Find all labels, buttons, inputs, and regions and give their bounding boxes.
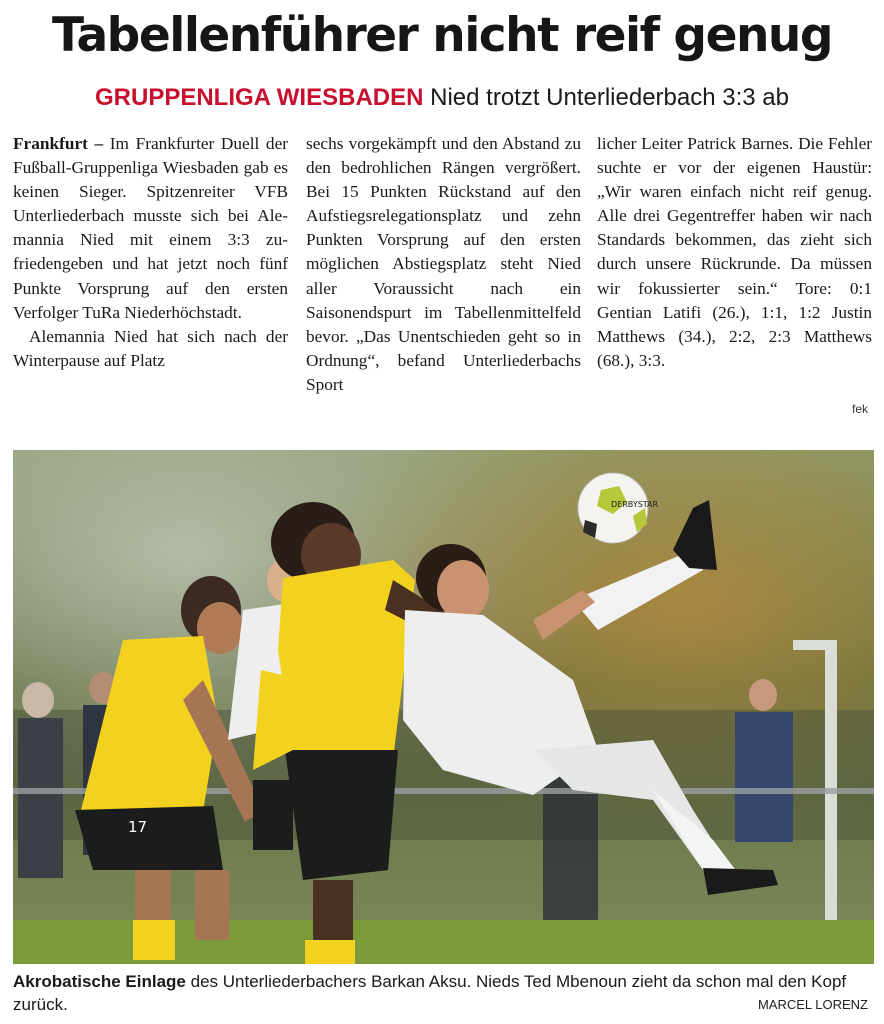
column-2-text: sechs vorgekämpft und den Abstand zu den bedrohlichen Rängen vergrößert. Bei 15 Punkten Rückstand auf den Aufstiegsrelegationsplatz und zehn Punkten Vorsprung auf den ersten möglichen Abstiegsplatz steht Nied aller Voraussicht nach ein Saisonendspurt im Tabellenmittelfeld bevor. „Das Unentschieden geht so in Ordnung“, befand Unterliederbachs Sport xyxy=(306,134,581,394)
paragraph-2: Alemannia Nied hat sich nach der Winterpause auf Platz xyxy=(13,326,288,370)
subheadline xyxy=(0,84,884,112)
caption-text: des Unterliederbachers Barkan Aksu. Nieds Ted Mbenoun zieht da schon mal den Kopf zurück. xyxy=(13,972,847,1014)
article-column-2 xyxy=(306,132,581,397)
paragraph-1 xyxy=(13,132,288,325)
photo-credit: MARCEL LORENZ xyxy=(757,997,868,1012)
photo-caption xyxy=(13,970,875,1016)
section-kicker: GRUPPENLIGA WIESBADEN xyxy=(94,84,424,111)
shirt-number-left: 17 xyxy=(128,818,148,836)
subtitle: Nied trotzt Unterliederbach 3:3 ab xyxy=(430,84,789,111)
author-initials: fek xyxy=(851,402,868,416)
column-3-text: licher Leiter Patrick Barnes. Die Fehler suchte er vor der eigenen Haustür: „Wir waren einfach nicht reif genug. Alle drei Gegentreffer haben wir nach Standards bekommen, das zieht sich durch unsere Rückrunde. Da müssen wir fokussierter sein.“ Tore: 0:1 Gentian Latifi (26.), 1:1, 1:2 Justin Matthews (34.), 2:2, 2:3 Matthews (68.), 3:3. xyxy=(597,134,872,370)
dateline: Frankfurt – xyxy=(13,134,104,153)
headline: Tabellenführer nicht reif genug xyxy=(51,8,833,63)
caption-lead: Akrobatische Einlage xyxy=(13,972,186,991)
article-column-1 xyxy=(13,132,288,373)
paragraph-1-text: Im Frankfurter Duell der Fußball-Gruppenliga Wiesbaden gab es keinen Sieger. Spitzenreiter VFB Unterliederbach musste sich bei Alemannia Nied mit einem 3:3 zufriedengeben und hat jetzt noch fünf Punkte Vorsprung auf den ersten Verfolger TuRa Niederhöchstadt. xyxy=(13,134,288,322)
match-photo xyxy=(13,450,874,964)
article-column-3 xyxy=(597,132,872,373)
ball-brand: DERBYSTAR xyxy=(611,500,659,509)
